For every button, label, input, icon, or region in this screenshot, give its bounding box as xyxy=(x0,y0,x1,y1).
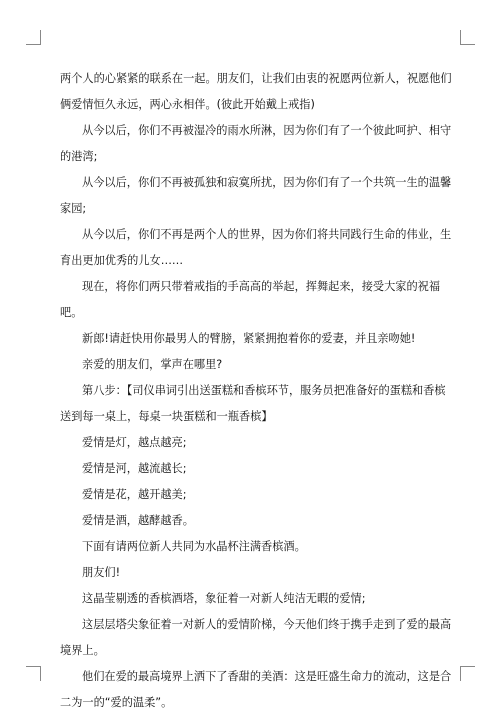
paragraph: 从今以后，你们不再被孤独和寂寞所扰，因为你们有了一个共筑一生的温馨家园; xyxy=(60,176,452,215)
paragraph: 朋友们! xyxy=(82,566,121,579)
paragraph: 他们在爱的最高境界上洒下了香甜的美酒：这是旺盛生命力的流动，这是合二为一的“爱的温柔”。 xyxy=(60,670,452,709)
paragraph: 下面有请两位新人共同为水晶杯注满香槟酒。 xyxy=(82,540,306,553)
paragraph: 爱情是河，越流越长; xyxy=(82,462,187,475)
page-corner-mark-top-left xyxy=(26,30,41,45)
paragraph: 从今以后，你们不再被湿冷的雨水所淋，因为你们有了一个彼此呵护、相守的港湾; xyxy=(60,124,452,163)
page-corner-mark-bottom-left xyxy=(26,666,41,681)
paragraph: 从今以后，你们不再是两个人的世界，因为你们将共同践行生命的伟业，生育出更加优秀的儿女…… xyxy=(60,228,452,267)
paragraph: 现在，将你们两只带着戒指的手高高的举起，挥舞起来，接受大家的祝福吧。 xyxy=(60,280,441,319)
paragraph: 这层层塔尖象征着一对新人的爱情阶梯，今天他们终于携手走到了爱的最高境界上。 xyxy=(60,618,452,657)
paragraph: 爱情是花，越开越美; xyxy=(82,488,187,501)
page-corner-mark-bottom-right xyxy=(460,666,475,681)
paragraph: 爱情是酒，越酵越香。 xyxy=(82,514,194,527)
page-corner-mark-top-right xyxy=(460,30,475,45)
document-body xyxy=(60,66,455,716)
paragraph: 两个人的心紧紧的联系在一起。朋友们，让我们由衷的祝愿两位新人，祝愿他们俩爱情恒久永远，两心永相伴。(彼此开始戴上戒指) xyxy=(60,72,452,111)
paragraph: 爱情是灯，越点越亮; xyxy=(82,436,187,449)
paragraph: 亲爱的朋友们，掌声在哪里? xyxy=(82,358,223,371)
paragraph: 这晶莹剔透的香槟酒塔，象征着一对新人纯洁无暇的爱情; xyxy=(82,592,366,605)
paragraph: 第八步：【司仪串词引出送蛋糕和香槟环节，服务员把准备好的蛋糕和香槟送到每一桌上，每桌一块蛋糕和一瓶香槟】 xyxy=(60,384,446,423)
paragraph: 新郎!请赶快用你最男人的臂膀，紧紧拥抱着你的爱妻，并且亲吻她! xyxy=(82,332,416,345)
